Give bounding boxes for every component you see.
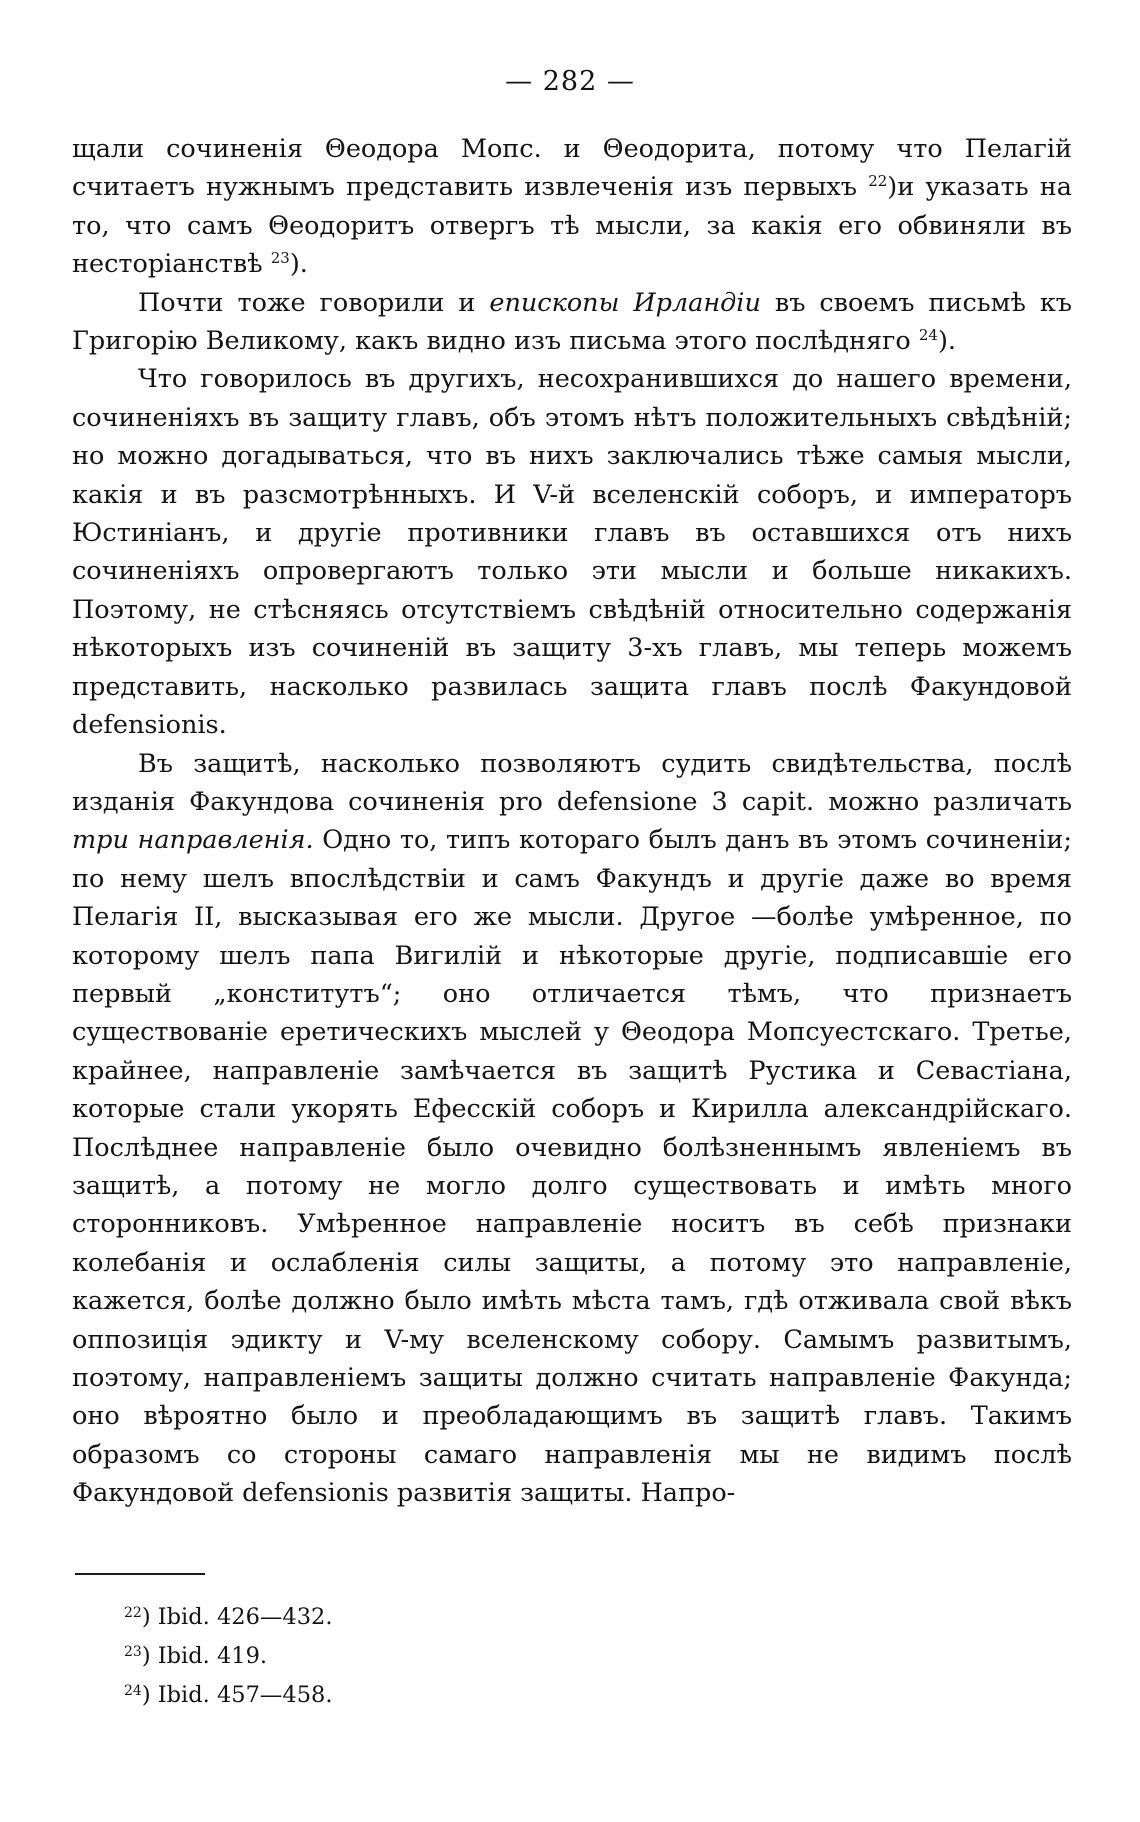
footnote-reference: 22 <box>868 172 888 191</box>
text-run: Почти тоже говорили и <box>138 287 490 318</box>
footnote-text: ) Ibid. 426—432. <box>141 1604 333 1630</box>
footnote <box>124 1598 333 1637</box>
italic-text: епископы Ирландіи <box>489 287 761 318</box>
text-run: Одно то, типъ котораго былъ данъ въ этомъ сочиненіи; по нему шелъ впослѣдствіи и самъ Факундъ и другіе даже во время Пелагія II, высказывая его же мысли. Другое —болѣе умѣренное, по которому шелъ папа Вигилій и нѣкоторые другіе, подписавшіе его первый „конститутъ“; оно отличается тѣмъ, что признаетъ существованіе еретическихъ мыслей у Θеодора Мопсуестскаго. Третье, крайнее, направленіе замѣчается въ защитѣ Рустика и Севастіана, которые стали укорять Ефесскій соборъ и Кирилла александрійскаго. Послѣднее направленіе было очевидно болѣзненнымъ явленіемъ въ защитѣ, а потому не могло долго существовать и имѣть много сторонниковъ. Умѣренное направленіе носитъ въ себѣ признаки колебанія и ослабленія силы защиты, а потому это направленіе, кажется, болѣе должно было имѣть мѣста тамъ, гдѣ отживала свой вѣкъ оппозиція эдикту и V-му вселенскому собору. Самымъ развитымъ, поэтому, направленіемъ защиты должно считать направленіе Факунда; оно вѣроятно было и преобладающимъ въ защитѣ главъ. Такимъ образомъ со стороны самаго направленія мы не видимъ послѣ Факундовой defensionis развитія защиты. Напро- <box>72 825 1073 1509</box>
text-run: въ своемъ письмѣ къ Григорію Великому, какъ видно изъ письма этого послѣдняго <box>72 287 1072 357</box>
footnotes <box>124 1598 333 1715</box>
text-run: ). <box>289 249 308 280</box>
text-run: Что говорилось въ другихъ, несохранившихся до нашего времени, сочиненіяхъ въ защиту главъ, объ этомъ нѣтъ положительныхъ свѣдѣній; но можно догадываться, что въ нихъ заключались тѣже самыя мысли, какія и въ разсмотрѣнныхъ. И V-й вселенскій соборъ, и императоръ Юстиніанъ, и другіе противники главъ въ оставшихся отъ нихъ сочиненіяхъ опровергаютъ только эти мысли и больше никакихъ. Поэтому, не стѣсняясь отсутствіемъ свѣдѣній относительно содержанія нѣкоторыхъ изъ сочиненій въ защиту 3-хъ главъ, мы теперь можемъ представить, насколько развилась защита главъ послѣ Факундовой defensionis. <box>72 364 1072 741</box>
footnote <box>124 1676 333 1715</box>
footnote-reference: 24 <box>918 326 938 345</box>
footnote-reference: 23 <box>270 249 290 268</box>
footnote <box>124 1637 333 1676</box>
italic-text: три направленія. <box>72 825 314 856</box>
footnote-text: ) Ibid. 419. <box>141 1643 268 1669</box>
paragraph <box>72 360 1072 744</box>
body-text <box>72 130 1072 1513</box>
footnote-marker: 24 <box>124 1683 142 1699</box>
paragraph <box>72 745 1072 1513</box>
text-run: Въ защитѣ, насколько позволяютъ судить свидѣтельства, послѣ изданія Факундова сочиненія pro defensione 3 capit. можно различать <box>72 748 1072 817</box>
page-number: — 282 — <box>505 66 635 97</box>
footnote-marker: 23 <box>124 1644 142 1660</box>
footnote-text: ) Ibid. 457—458. <box>141 1682 333 1708</box>
text-run: щали сочиненія Θеодора Мопс. и Θеодорита, потому что Пелагій считаетъ нужнымъ представить извлеченія изъ первыхъ <box>72 134 1072 203</box>
paragraph <box>72 130 1072 284</box>
text-run: ). <box>937 326 957 357</box>
text-run: )и указать на то, что самъ Θеодоритъ отвергъ тѣ мысли, за какія его обвиняли въ несторіанствѣ <box>72 172 1072 280</box>
paragraph <box>72 284 1072 361</box>
footnote-divider <box>75 1573 205 1575</box>
footnote-marker: 22 <box>124 1605 142 1621</box>
